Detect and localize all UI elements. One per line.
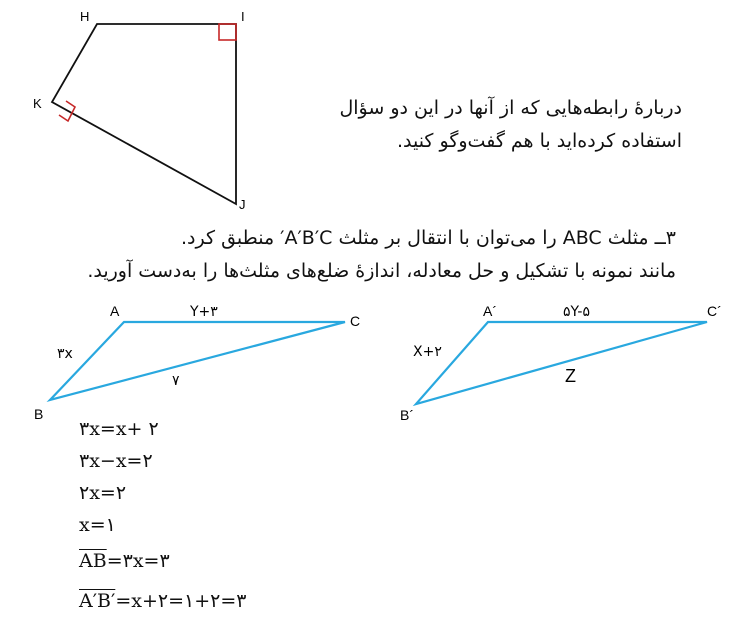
triangle-abc-vertex-c: C — [350, 313, 361, 329]
segment-apbp-value: =x+۲=۱+۲=۳ — [115, 590, 247, 612]
vertex-h-label: H — [80, 9, 90, 24]
segment-ab-value: =۳x=۳ — [106, 550, 170, 572]
problem-statement — [87, 222, 676, 288]
triangle-apbpcp-side-ab: X+۲ — [413, 344, 442, 360]
triangle-apbpcp-side-bc: Z — [565, 366, 576, 386]
triangle-abc — [50, 322, 345, 400]
right-angle-mark-i — [219, 24, 236, 40]
triangle-abc-side-bc: ۷ — [172, 373, 180, 389]
triangle-abc-vertex-b: B — [34, 406, 44, 422]
question-text — [339, 92, 682, 158]
triangle-abc-side-ac: Y+۳ — [190, 304, 218, 320]
triangle-apbpcp-side-ac: ۵Y-۵ — [563, 304, 590, 320]
solution-step-1: ۳x=x+ ۲ — [79, 418, 159, 440]
solution-apbp-length — [79, 590, 246, 612]
vertex-k-label: K — [33, 96, 42, 111]
segment-ab: $\overline{AB}$ — [79, 550, 107, 572]
triangle-apbpcp — [416, 322, 707, 404]
vertex-i-label: I — [241, 9, 245, 24]
question-text-line2: استفاده کرده‌اید با هم گفت‌وگو کنید. — [396, 130, 682, 152]
question-text-line1: دربارهٔ رابطه‌هایی که از آنها در این دو سؤال — [339, 97, 682, 119]
triangle-apbpcp-vertex-c: C´ — [707, 303, 722, 319]
solution-ab-length — [79, 550, 170, 572]
triangle-apbpcp-vertex-b: B´ — [400, 407, 414, 423]
triangle-abc-vertex-a: A — [110, 303, 120, 319]
segment-apbp: A′B′ — [79, 590, 116, 612]
solution-step-2: ۳x−x=۲ — [79, 450, 153, 472]
solution-step-3: ۲x=۲ — [79, 482, 127, 504]
triangle-abc-side-ab: ۳x — [57, 346, 73, 362]
quadrilateral-hijk — [52, 24, 236, 204]
vertex-j-label: J — [239, 197, 246, 212]
triangle-apbpcp-vertex-a: A´ — [483, 303, 497, 319]
problem-statement-line2: مانند نمونه با تشکیل و حل معادله، اندازهٔ ضلع‌های مثلث‌ها را به‌دست آورید. — [87, 260, 676, 282]
solution-step-4: x=۱ — [79, 514, 116, 536]
problem-statement-line1: ۳ــ مثلث ABC را می‌توان با انتقال بر مثلث A′B′C′ منطبق کرد. — [181, 227, 676, 249]
